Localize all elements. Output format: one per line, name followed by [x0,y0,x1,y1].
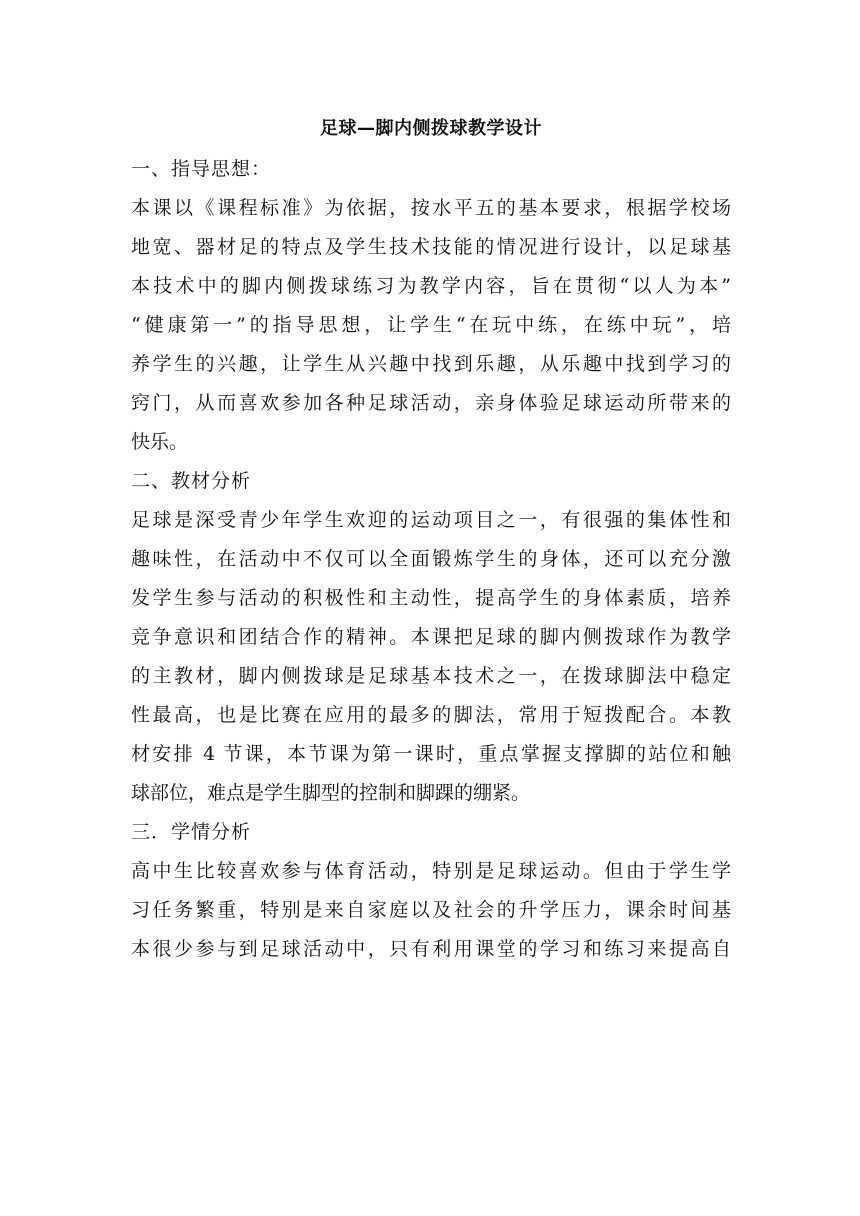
paragraph-line: 材安排 4 节课，本节课为第一课时，重点掌握支撑脚的站位和触 [131,743,731,765]
paragraph-line: 本课以《课程标准》为依据，按水平五的基本要求，根据学校场 [131,197,731,219]
paragraph-line: 竞争意识和团结合作的精神。本课把足球的脚内侧拨球作为教学 [131,626,731,648]
document-title: 足球—脚内侧拨球教学设计 [320,118,542,139]
paragraph-line: 养学生的兴趣，让学生从兴趣中找到乐趣，从乐趣中找到学习的 [131,353,731,375]
paragraph-line: 本技术中的脚内侧拨球练习为教学内容，旨在贯彻“以人为本” [131,275,731,297]
section-paragraph [131,501,731,813]
paragraph-line: 快乐。 [131,431,189,453]
paragraph-line: 高中生比较喜欢参与体育活动，特别是足球运动。但由于学生学 [131,860,731,882]
section-heading: 三．学情分析 [131,821,252,843]
section-heading: 一、指导思想： [131,158,272,180]
paragraph-line: 的主教材，脚内侧拨球是足球基本技术之一，在拨球脚法中稳定 [131,665,731,687]
paragraph-line: 球部位，难点是学生脚型的控制和脚踝的绷紧。 [131,782,531,804]
paragraph-line: 趣味性，在活动中不仅可以全面锻炼学生的身体，还可以充分激 [131,548,731,570]
section-heading: 二、教材分析 [131,470,252,492]
paragraph-line: 地宽、器材足的特点及学生技术技能的情况进行设计，以足球基 [131,236,731,258]
section-student-analysis [131,813,731,969]
section-paragraph [131,189,731,462]
paragraph-line: “健康第一”的指导思想，让学生“在玩中练，在练中玩”，培 [131,314,731,336]
section-paragraph [131,852,731,969]
section-material-analysis [131,462,731,813]
paragraph-line: 窍门，从而喜欢参加各种足球活动，亲身体验足球运动所带来的 [131,392,731,414]
paragraph-line: 性最高，也是比赛在应用的最多的脚法，常用于短拨配合。本教 [131,704,731,726]
document-body [131,112,731,969]
paragraph-line: 发学生参与活动的积极性和主动性，提高学生的身体素质，培养 [131,587,731,609]
paragraph-line: 习任务繁重，特别是来自家庭以及社会的升学压力，课余时间基 [131,899,731,921]
paragraph-line: 足球是深受青少年学生欢迎的运动项目之一，有很强的集体性和 [131,509,731,531]
section-guiding-ideology [131,150,731,462]
paragraph-line: 本很少参与到足球活动中，只有利用课堂的学习和练习来提高自 [131,938,731,960]
